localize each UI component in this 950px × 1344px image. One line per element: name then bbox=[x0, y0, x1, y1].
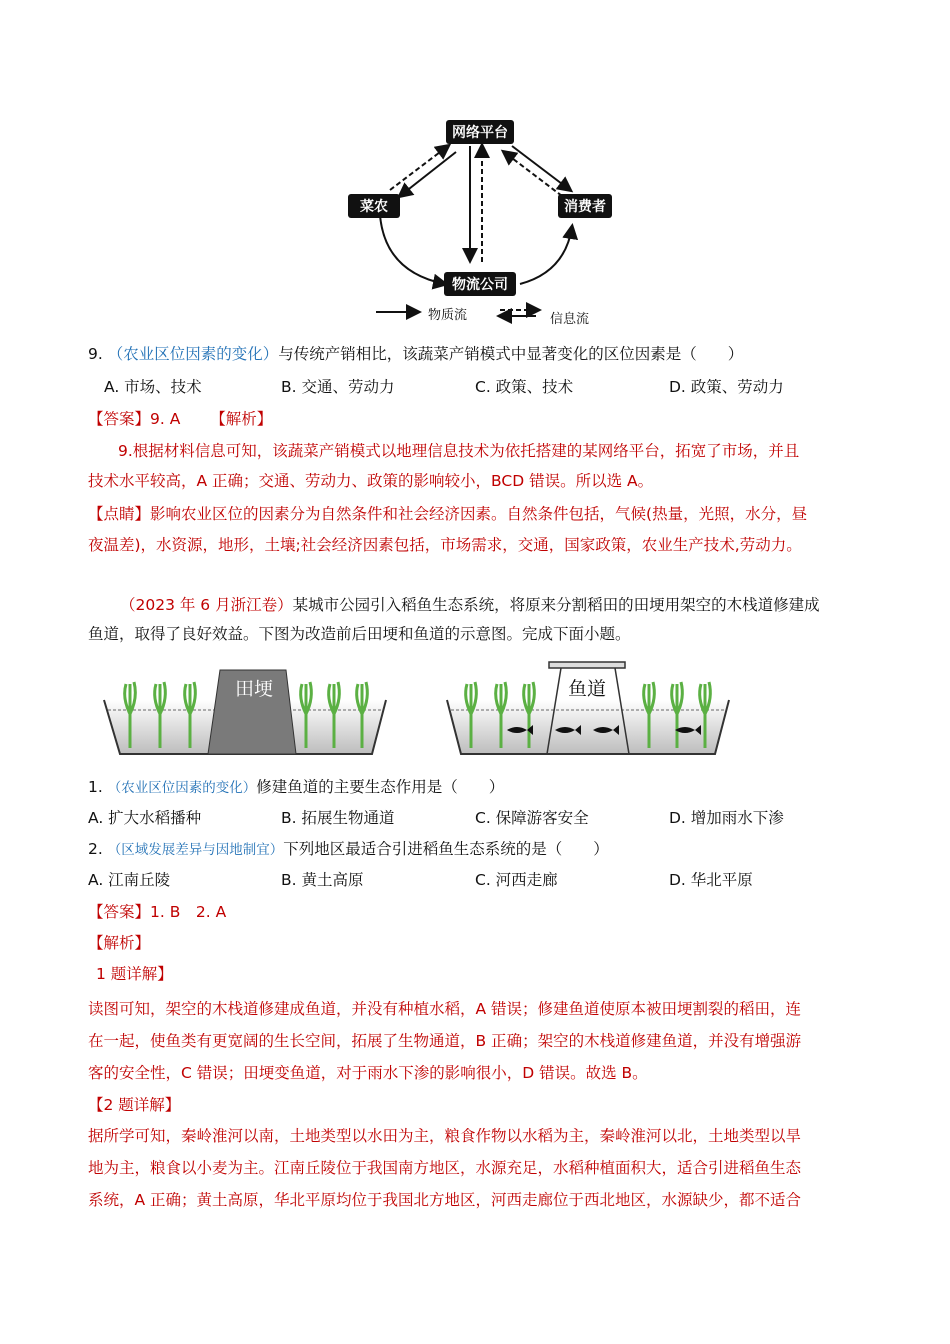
q9-stem bbox=[88, 343, 743, 365]
q2-stem bbox=[88, 838, 609, 861]
q2-tag: （区域发展差异与因地制宜） bbox=[107, 842, 284, 858]
paddy-diagram-after bbox=[443, 660, 733, 758]
q9-option-b: B. 交通、劳动力 bbox=[281, 378, 395, 396]
ans12-d2-l3: 系统，A 正确；黄土高原，华北平原均位于我国北方地区，河西走廊位于西北地区，水源缺少，都不适合 bbox=[88, 1191, 802, 1209]
after-label: 鱼道 bbox=[567, 678, 606, 700]
legend-material-label: 物质流 bbox=[428, 308, 468, 323]
q9-point-label: 【点睛】 bbox=[88, 505, 151, 523]
q1-option-a: A. 扩大水稻播种 bbox=[88, 809, 202, 827]
q9-number: 9. bbox=[88, 345, 103, 363]
ans12-analysis-label: 【解析】 bbox=[88, 934, 151, 952]
ans12-answer-line bbox=[88, 901, 226, 923]
q9-option-d: D. 政策、劳动力 bbox=[669, 378, 784, 396]
q1-stem bbox=[88, 776, 504, 799]
intro-l2: 鱼道，取得了良好效益。下图为改造前后田埂和鱼道的示意图。完成下面小题。 bbox=[88, 625, 631, 643]
q9-option-a: A. 市场、技术 bbox=[104, 378, 202, 396]
ans12-d2-label: 【2 题详解】 bbox=[88, 1096, 181, 1114]
q9-analysis-l2: 技术水平较高，A 正确；交通、劳动力、政策的影响较小，BCD 错误。所以选 A。 bbox=[88, 472, 654, 490]
q1-option-b: B. 拓展生物通道 bbox=[281, 809, 395, 827]
q9-point-l1 bbox=[88, 503, 807, 525]
q2-option-c: C. 河西走廊 bbox=[475, 871, 558, 889]
q9-answer-line bbox=[88, 408, 272, 430]
node-consumer: 消费者 bbox=[558, 194, 612, 218]
intro-text: 某城市公园引入稻鱼生态系统，将原来分割稻田的田埂用架空的木栈道修建成 bbox=[292, 596, 820, 614]
node-farmer: 菜农 bbox=[348, 194, 400, 218]
ans12-d1-l2: 在一起，使鱼类有更宽阔的生长空间，拓展了生物通道，B 正确；架空的木栈道修建鱼道，并没有增强游 bbox=[88, 1032, 802, 1050]
ans12-d1-l3: 客的安全性，C 错误；田埂变鱼道，对于雨水下渗的影响很小，D 错误。故选 B。 bbox=[88, 1064, 648, 1082]
ans12-answer: 1. B 2. A bbox=[150, 903, 227, 921]
q9-point-text: 影响农业区位的因素分为自然条件和社会经济因素。自然条件包括，气候(热量，光照，水分，昼 bbox=[150, 505, 808, 523]
q1-number: 1. bbox=[88, 778, 103, 796]
flow-diagram-lines bbox=[340, 112, 620, 334]
legend-info-label: 信息流 bbox=[550, 312, 590, 327]
q9-answer: 9. A bbox=[150, 410, 181, 428]
q2-number: 2. bbox=[88, 840, 103, 858]
q1-option-c: C. 保障游客安全 bbox=[475, 809, 589, 827]
q9-text: 与传统产销相比，该蔬菜产销模式中显著变化的区位因素是（ ） bbox=[278, 345, 744, 363]
ans12-d1-label: 1 题详解】 bbox=[96, 965, 173, 983]
q9-option-c: C. 政策、技术 bbox=[475, 378, 574, 396]
node-logistics: 物流公司 bbox=[444, 272, 516, 296]
q1-option-d: D. 增加雨水下渗 bbox=[669, 809, 784, 827]
node-platform: 网络平台 bbox=[446, 120, 514, 144]
ans12-d2-l2: 地为主，粮食以小麦为主。江南丘陵位于我国南方地区，水源充足，水稻种植面积大，适合引进稻鱼生态 bbox=[88, 1159, 802, 1177]
q9-analysis-l1: 9.根据材料信息可知，该蔬菜产销模式以地理信息技术为依托搭建的某网络平台，拓宽了市场，并且 bbox=[118, 442, 800, 460]
flow-diagram bbox=[340, 112, 620, 334]
q1-tag: （农业区位因素的变化） bbox=[107, 780, 257, 796]
q9-tag: （农业区位因素的变化） bbox=[107, 345, 279, 363]
q2-option-a: A. 江南丘陵 bbox=[88, 871, 171, 889]
before-label: 田埂 bbox=[234, 678, 273, 700]
ans12-d2-l1: 据所学可知，秦岭淮河以南，土地类型以水田为主，粮食作物以水稻为主，秦岭淮河以北，土地类型以旱 bbox=[88, 1127, 802, 1145]
intro-source: （2023 年 6 月浙江卷） bbox=[120, 596, 293, 614]
q1-text: 修建鱼道的主要生态作用是（ ） bbox=[256, 778, 505, 796]
q9-answer-label: 【答案】 bbox=[88, 410, 151, 428]
paddy-diagram-before bbox=[100, 664, 390, 758]
intro-l1 bbox=[120, 594, 820, 616]
q2-option-b: B. 黄土高原 bbox=[281, 871, 364, 889]
q2-option-d: D. 华北平原 bbox=[669, 871, 753, 889]
q2-text: 下列地区最适合引进稻鱼生态系统的是（ ） bbox=[283, 840, 609, 858]
ans12-answer-label: 【答案】 bbox=[88, 903, 151, 921]
q9-point-l2: 夜温差)，水资源，地形，土壤;社会经济因素包括，市场需求，交通，国家政策，农业生产技术,劳动力。 bbox=[88, 536, 802, 554]
ans12-d1-l1: 读图可知，架空的木栈道修建成鱼道，并没有种植水稻，A 错误；修建鱼道使原本被田埂割裂的稻田，连 bbox=[88, 1000, 802, 1018]
q9-analysis-label: 【解析】 bbox=[210, 410, 273, 428]
